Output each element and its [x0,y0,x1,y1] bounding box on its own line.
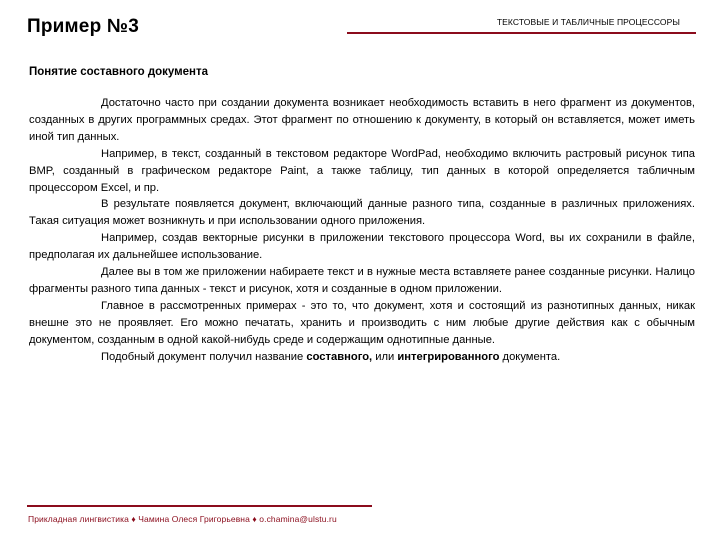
final-text-part: или [372,350,398,363]
body-text [29,95,695,366]
slide-title: Пример №3 [27,16,139,37]
final-text-part: Подобный документ получил название [101,350,307,363]
header-caption: ТЕКСТОВЫЕ И ТАБЛИЧНЫЕ ПРОЦЕССОРЫ [496,17,680,27]
header-rule [347,32,696,34]
paragraph: В результате появляется документ, включающий данные разного типа, созданные в различных приложениях. Такая ситуация может возникнуть и при использовании одного приложения. [29,198,695,228]
paragraph: Например, в текст, созданный в текстовом редакторе WordPad, необходимо включить растровый рисунок типа BMP, созданный в графическом редакторе Paint, а также таблицу, тип данных в которой определяется табличным процессором Excel, и пр. [29,147,695,194]
paragraph: Далее вы в том же приложении набираете текст и в нужные места вставляете ранее созданные рисунки. Налицо фрагменты разного типа данных - текст и рисунок, хотя и созданные в одном приложении. [29,266,695,295]
term-integrated: интегрированного [397,350,500,363]
footer-rule [27,505,372,507]
term-composite: составного, [306,350,373,363]
paragraph: Главное в рассмотренных примерах - это то, что документ, хотя и состоящий из разнотипных данных, никак внешне это не проявляет. Его можно печатать, хранить и производить с ним любые другие действия как с обычным документом, созданным в одной какой-нибудь среде и содержащим однотипные данные. [29,299,695,346]
final-text-part: документа. [499,350,561,363]
final-paragraph [29,349,695,366]
section-heading: Понятие составного документа [29,66,209,78]
footer-text: Прикладная лингвистика ♦ Чамина Олеся Григорьевна ♦ o.chamina@ulstu.ru [28,514,337,524]
paragraph: Достаточно часто при создании документа возникает необходимость вставить в него фрагмент из документов, созданных в других программных средах. Этот фрагмент по отношению к документу, в который он вставляется, может иметь иной тип данных. [29,97,695,143]
paragraph: Например, создав векторные рисунки в приложении текстового процессора Word, вы их сохранили в файле, предполагая их дальнейшее использование. [29,232,695,262]
